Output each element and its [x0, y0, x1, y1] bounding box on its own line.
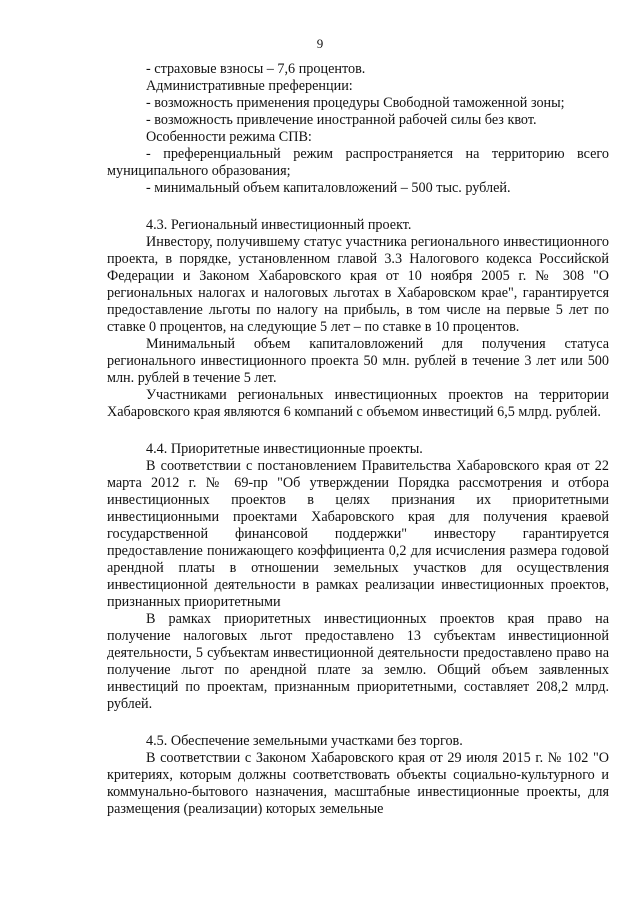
paragraph-p08: 4.3. Региональный инвестиционный проект. [146, 217, 412, 233]
page-number: 9 [316, 36, 324, 51]
paragraph-p07: - минимальный объем капиталовложений – 500 тыс. рублей. [146, 180, 511, 196]
paragraph-p02: Административные преференции: [146, 78, 353, 94]
paragraph-p13: В соответствии с постановлением Правительства Хабаровского края от 22 марта 2012 г. № 69-пр "Об утверждении Порядка рассмотрения и отбора инвестиционных проектов в целях признания их приоритетными инвестиционными проектами Хабаровского края для получения краевой государственной финансовой поддержки" инвестору гарантируется предоставление понижающего коэффициента 0,2 для исчисления размера годовой арендной платы в отношении земельных участков для осуществления инвестиционной деятельности в рамках реализации инвестиционных проектов, признанных приоритетными [107, 458, 609, 610]
paragraph-p12: 4.4. Приоритетные инвестиционные проекты. [146, 441, 423, 457]
paragraph-p15: 4.5. Обеспечение земельными участками без торгов. [146, 733, 463, 749]
paragraph-p04: - возможность привлечение иностранной рабочей силы без квот. [146, 112, 537, 128]
document-body [107, 61, 609, 818]
paragraph-p11: Участниками региональных инвестиционных проектов на территории Хабаровского края являются 6 компаний с объемом инвестиций 6,5 млрд. рублей. [107, 387, 609, 420]
paragraph-p14: В рамках приоритетных инвестиционных проектов края право на получение налоговых льгот предоставлено 13 субъектам инвестиционной деятельности, 5 субъектам инвестиционной деятельности предоставлено право на получение льгот по арендной плате за землю. Общий объем заявленных инвестиций по проектам, признанным приоритетными, составляет 208,2 млрд. рублей. [107, 611, 609, 712]
paragraph-p05: Особенности режима СПВ: [146, 129, 312, 145]
paragraph-p03: - возможность применения процедуры Свободной таможенной зоны; [146, 95, 565, 111]
paragraph-p10: Минимальный объем капиталовложений для получения статуса регионального инвестиционного проекта 50 млн. рублей в течение 3 лет или 500 млн. рублей в течение 5 лет. [107, 336, 609, 386]
paragraph-p09: Инвестору, получившему статус участника регионального инвестиционного проекта, в порядке, установленном главой 3.3 Налогового кодекса Российской Федерации и Законом Хабаровского края от 10 ноября 2005 г. № 308 "О региональных налогах и налоговых льготах в Хабаровском крае", гарантируется предоставление льготы по налогу на прибыль, в том числе на первые 5 лет по ставке 0 процентов, на следующие 5 лет – по ставке в 10 процентов. [107, 234, 609, 335]
paragraph-p01: - страховые взносы – 7,6 процентов. [146, 61, 366, 77]
paragraph-p06: - преференциальный режим распространяется на территорию всего муниципального образования; [107, 146, 609, 179]
paragraph-p16: В соответствии с Законом Хабаровского края от 29 июля 2015 г. № 102 "О критериях, которым должны соответствовать объекты социально-культурного и коммунально-бытового назначения, масштабные инвестиционные проекты, для размещения (реализации) которых земельные [107, 750, 609, 817]
